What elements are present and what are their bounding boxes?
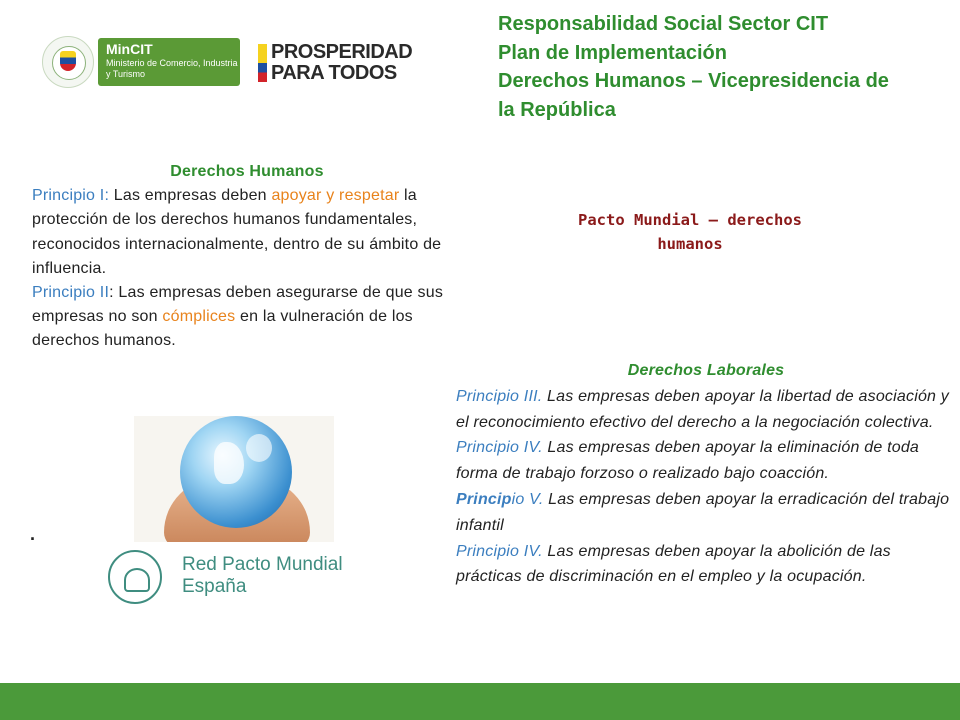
labor-rights-section <box>456 358 956 590</box>
colombia-flag-icon <box>258 44 267 82</box>
principle-2-text-a: : Las empresas deben asegurarse de que sus empresas no son <box>32 284 444 326</box>
global-compact-name-line-2: España <box>182 576 247 597</box>
pacto-heading-line-2: humanos <box>657 235 723 253</box>
mincit-logo <box>42 36 240 87</box>
mincit-subtitle: Ministerio de Comercio, Industria y Turismo <box>106 58 238 79</box>
principle-1-text-a: Las empresas deben <box>109 187 272 205</box>
principle-2-label: Principio II <box>32 284 110 302</box>
title-line-4: la República <box>498 98 616 121</box>
principle-5 <box>456 487 956 539</box>
footer-bar <box>0 683 960 720</box>
globe-in-hands-image <box>134 416 334 542</box>
principle-2 <box>32 281 462 354</box>
principle-4-text: Las empresas deben apoyar la eliminación de toda forma de trabajo forzoso o realizado bajo coacción. <box>456 439 920 483</box>
principle-4-label: Principio IV. <box>456 439 543 457</box>
global-compact-logo <box>108 548 348 608</box>
colombia-seal-icon <box>42 36 94 88</box>
principle-2-highlight: cómplices <box>162 308 236 326</box>
prosperidad-line-2: PARA TODOS <box>271 62 397 84</box>
principle-1-highlight: apoyar y respetar <box>271 187 400 205</box>
page-title <box>498 10 958 124</box>
human-rights-section <box>32 160 462 354</box>
principle-1-label: Principio I: <box>32 187 110 205</box>
mincit-logo-box <box>98 38 240 86</box>
prosperidad-line-1: PROSPERIDAD <box>271 41 413 63</box>
principle-6 <box>456 539 956 591</box>
global-compact-name-line-1: Red Pacto Mundial <box>182 554 343 575</box>
labor-rights-heading: Derechos Laborales <box>627 362 785 379</box>
principle-6-label: Principio IV. <box>456 542 543 560</box>
principle-5-text: Las empresas deben apoyar la erradicación del trabajo infantil <box>456 490 950 534</box>
principle-1-text-b: la protección de los derechos humanos fundamentales, reconocidos internacionalmente, dentro de su ámbito de influencia. <box>32 187 442 277</box>
prosperidad-logo <box>258 40 428 86</box>
principle-5-label-bold: Princip <box>456 490 512 508</box>
bullet-dot: . <box>30 524 36 544</box>
human-rights-heading: Derechos Humanos <box>170 163 324 180</box>
principle-3 <box>456 384 956 436</box>
principle-6-text: Las empresas deben apoyar la abolición de las prácticas de discriminación en el empleo y la ocupación. <box>456 542 891 586</box>
principle-1 <box>32 184 462 281</box>
principle-3-text: Las empresas deben apoyar la libertad de asociación y el reconocimiento efectivo del derecho a la negociación colectiva. <box>456 387 949 431</box>
global-compact-icon <box>108 550 162 604</box>
principle-2-text-b: en la vulneración de los derechos humanos. <box>32 308 413 350</box>
principle-5-label-rest: io V. <box>511 490 544 508</box>
global-compact-name <box>182 554 343 598</box>
mincit-name: MinCIT <box>106 41 153 57</box>
principle-3-label: Principio III. <box>456 387 543 405</box>
pacto-mundial-heading <box>540 208 840 256</box>
pacto-heading-line-1: Pacto Mundial – derechos <box>578 211 802 229</box>
title-line-3: Derechos Humanos – Vicepresidencia de <box>498 70 889 92</box>
principle-4 <box>456 435 956 487</box>
title-line-1: Responsabilidad Social Sector CIT <box>498 13 829 35</box>
title-line-2: Plan de Implementación <box>498 41 727 64</box>
